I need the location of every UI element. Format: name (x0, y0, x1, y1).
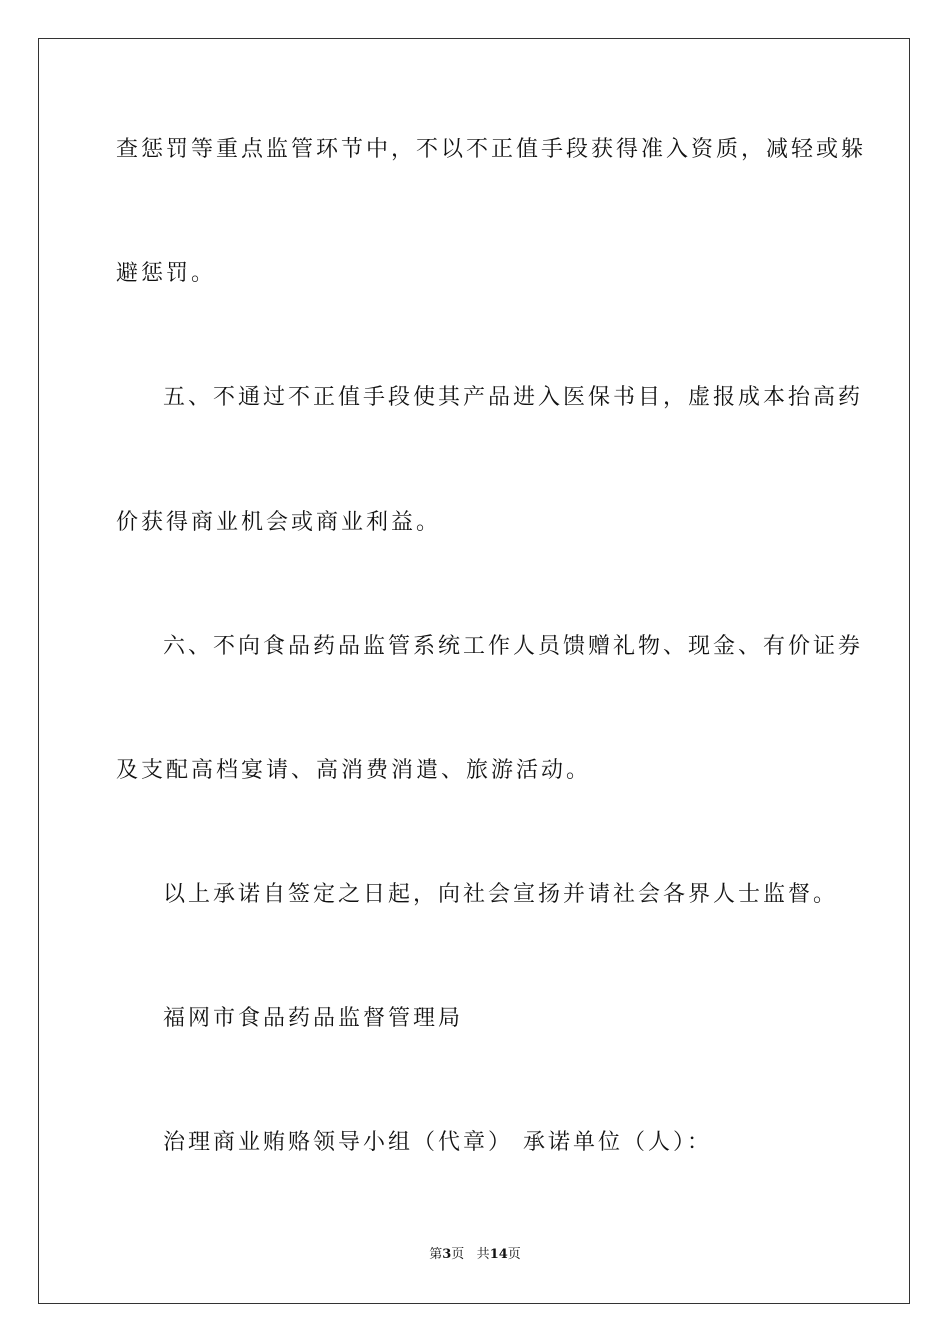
total-prefix: 共 (476, 1247, 490, 1262)
page-suffix: 页 (451, 1247, 465, 1262)
paragraph-five-line: 五、不通过不正值手段使其产品进入医保书目，虚报成本抬高药 (163, 385, 864, 410)
body-text-line: 查惩罚等重点监管环节中，不以不正值手段获得准入资质，减轻或躲 (116, 137, 867, 162)
body-text-line: 及支配高档宴请、高消费消遣、旅游活动。 (116, 758, 592, 783)
issuing-authority: 福网市食品药品监督管理局 (163, 1006, 464, 1031)
page-footer (0, 1246, 950, 1264)
paragraph-six-line: 六、不向食品药品监管系统工作人员馈赠礼物、现金、有价证券 (163, 634, 864, 659)
page-number: 3 (442, 1247, 452, 1262)
commitment-statement: 以上承诺自签定之日起，向社会宣扬并请社会各界人士监督。 (163, 882, 839, 907)
body-text-line: 避惩罚。 (116, 261, 217, 286)
total-pages: 14 (489, 1247, 508, 1262)
body-text-line: 价获得商业机会或商业利益。 (116, 510, 442, 535)
signature-line: 治理商业贿赂领导小组（代章） 承诺单位（人）： (163, 1130, 712, 1155)
page-border (38, 38, 910, 1304)
page-prefix: 第 (429, 1247, 443, 1262)
total-suffix: 页 (507, 1247, 521, 1262)
